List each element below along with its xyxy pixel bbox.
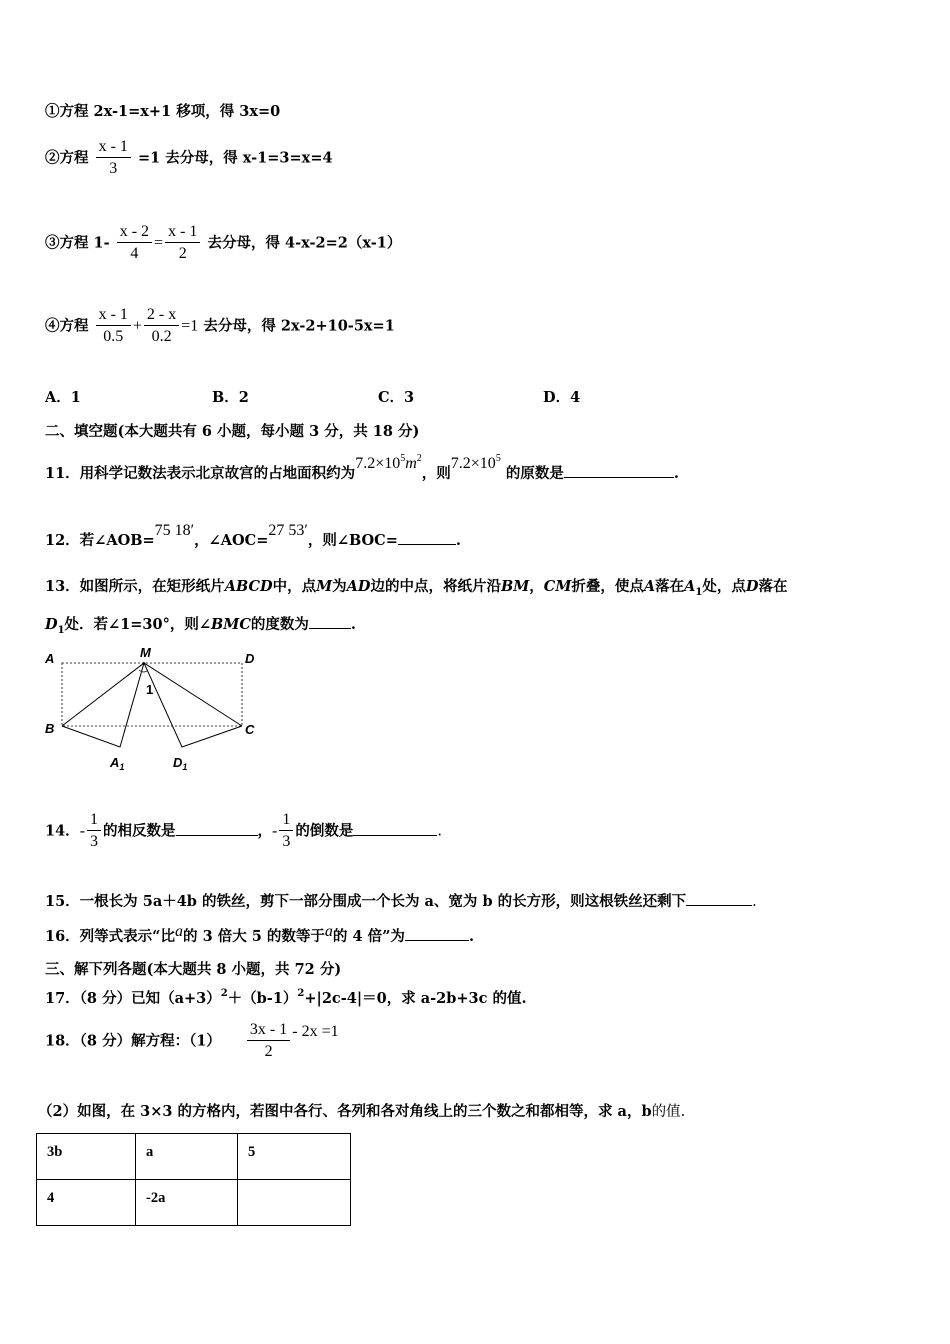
- magic-square-grid: [36, 1133, 351, 1226]
- option-c: C．3: [378, 389, 415, 406]
- question-16: 16．列等式表示“比a的 3 倍大 5 的数等于a的 4 倍”为 .: [45, 923, 474, 945]
- fraction: $\frac{x - 1}{0.5}$: [96, 305, 131, 348]
- section-2-heading: 二、填空题(本大题共有 6 小题，每小题 3 分，共 18 分): [45, 423, 420, 440]
- question-18: 18．（8 分）解方程：（1） $\frac{3x - 1}{2}$ - 2x =1: [45, 1020, 339, 1063]
- statement-2: ②方程 $\frac{x - 1}{3}$ =1 去分母，得 x-1=3=x=4: [45, 137, 333, 180]
- question-14: 14．- $\frac{1}{3}$ 的相反数是 ，- $\frac{1}{3}$ 的倒数是 .: [45, 810, 442, 853]
- label-b: B: [45, 721, 55, 736]
- option-b: B．2: [212, 389, 249, 406]
- sci-notation-value: $7.2\times 10^5$: [450, 453, 501, 472]
- answer-blank[interactable]: [176, 821, 258, 836]
- fraction: $\frac{2 - x}{0.2}$: [144, 305, 179, 348]
- answer-blank[interactable]: [398, 530, 456, 545]
- answer-blank[interactable]: [564, 463, 674, 478]
- option-d: D．4: [543, 389, 581, 406]
- answer-options: [0, 388, 950, 408]
- label-angle-1: 1: [146, 682, 154, 697]
- fraction: $\frac{3x - 1}{2}$: [247, 1020, 290, 1063]
- angle-aob: 75 18′: [154, 522, 195, 539]
- option-a: A．1: [45, 389, 81, 406]
- label-c: C: [245, 722, 255, 737]
- question-13-line-2: $D_1$处．若∠1=30°，则∠BMC的度数为 .: [45, 616, 356, 636]
- fraction: $\frac{x - 1}{3}$: [96, 137, 131, 180]
- answer-blank[interactable]: [405, 926, 469, 941]
- table-row: [37, 1180, 351, 1226]
- angle-1-arc: [139, 670, 148, 672]
- angle-aoc: 27 53′: [268, 522, 308, 539]
- fraction: $\frac{x - 2}{4}$: [117, 222, 152, 265]
- grid-cell: -2a: [136, 1180, 238, 1226]
- answer-blank[interactable]: [686, 891, 752, 906]
- answer-blank[interactable]: [353, 821, 437, 836]
- fraction: $\frac{x - 1}{2}$: [165, 222, 200, 265]
- label-a: A: [45, 651, 55, 666]
- section-3-heading: 三、解下列各题(本大题共 8 小题，共 72 分): [45, 961, 342, 978]
- grid-cell: 3b: [37, 1134, 136, 1180]
- table-row: [37, 1134, 351, 1180]
- label-a1: $A_1$: [110, 755, 125, 772]
- equation-rest: - 2x =1: [292, 1022, 339, 1040]
- label-d1: $D_1$: [173, 755, 188, 772]
- fraction-one-third: $\frac{1}{3}$: [279, 810, 293, 853]
- statement-1: ①方程 2x-1=x+1 移项，得 3x=0: [45, 103, 281, 120]
- label-m: M: [140, 645, 151, 660]
- statement-3: ③方程 1- $\frac{x - 2}{4}$ = $\frac{x - 1}{2}$ 去分母，得 4-x-2=2（x-1）: [45, 222, 401, 265]
- statement-4: ④方程 $\frac{x - 1}{0.5}$ + $\frac{2 - x}{0.2}$ =1 去分母，得 2x-2+10-5x=1: [45, 305, 395, 348]
- question-17: 17．（8 分）已知$(a+3)^2+(b-1)^2+|2c-4|=0$，求 a-2b+3c 的值.: [45, 988, 527, 1007]
- answer-blank[interactable]: [309, 614, 351, 629]
- grid-cell: a: [136, 1134, 238, 1180]
- fold-line-a1: [62, 663, 144, 747]
- grid-cell: [238, 1180, 351, 1226]
- question-11: 11．用科学记数法表示北京故宫的占地面积约为$7.2\times 10^5m^2$，则$7.2\times 10^5$ 的原数是 .: [45, 453, 679, 482]
- question-15: 15．一根长为 5a＋4b 的铁丝，剪下一部分围成一个长为 a、宽为 b 的长方形，则这根铁丝还剩下 .: [45, 893, 757, 910]
- question-18-part-2: （2）如图，在 3×3 的方格内，若图中各行、各列和各对角线上的三个数之和都相等，求 a，b的值.: [38, 1103, 686, 1120]
- grid-cell: 5: [238, 1134, 351, 1180]
- label-d: D: [245, 651, 255, 666]
- sci-notation-area: $7.2\times 10^5m^2$: [355, 453, 422, 472]
- question-13-line-1: 13．如图所示，在矩形纸片ABCD中，点M为AD边的中点，将纸片沿BM，CM折叠，使点A落在$A_1$处，点D落在: [45, 578, 788, 598]
- grid-cell: 4: [37, 1180, 136, 1226]
- fold-line-d1: [144, 663, 242, 747]
- fraction-one-third: $\frac{1}{3}$: [87, 810, 101, 853]
- folding-figure: [40, 643, 270, 775]
- question-12: 12．若∠AOB=75 18′，∠AOC=27 53′，则∠BOC= .: [45, 522, 461, 549]
